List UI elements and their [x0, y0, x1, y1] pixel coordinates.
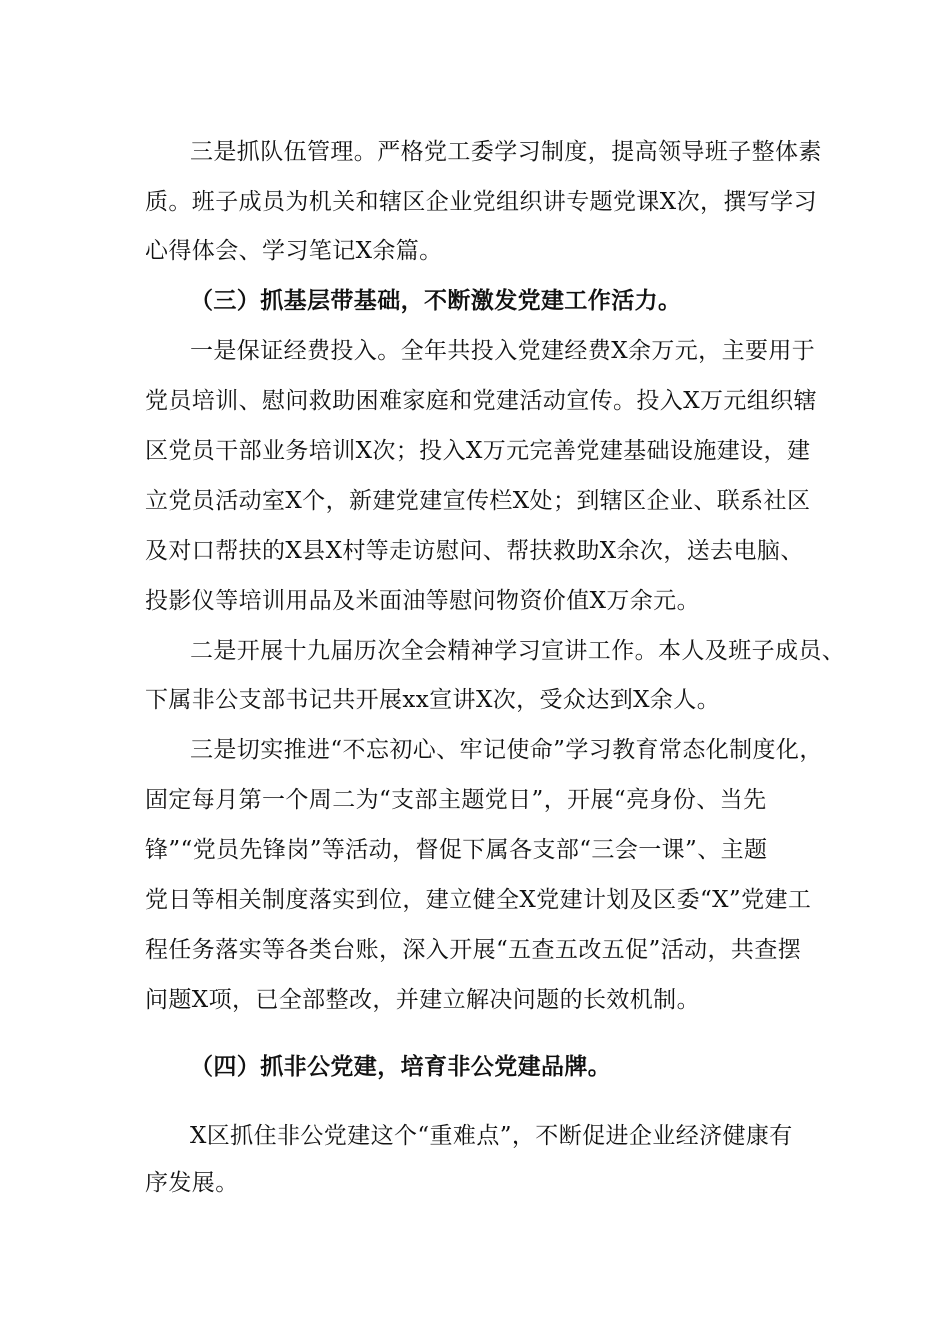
section-heading-4: （四）抓非公党建，培育非公党建品牌。	[190, 1053, 612, 1080]
para3-line2: 下属非公支部书记共开展xx宣讲X次，受众达到X余人。	[145, 687, 721, 713]
section-heading-3: （三）抓基层带基础，不断激发党建工作活力。	[190, 287, 682, 314]
para2-line3: 区党员干部业务培训X次；投入X万元完善党建基础设施建设，建	[145, 438, 811, 464]
para4-line5: 程任务落实等各类台账，深入开展“五查五改五促”活动，共查摆	[145, 937, 802, 963]
para3-line1: 二是开展十九届历次全会精神学习宣讲工作。本人及班子成员、	[190, 638, 846, 664]
para2-line1: 一是保证经费投入。全年共投入党建经费X余万元，主要用于	[190, 338, 816, 364]
para4-line6: 问题X项，已全部整改，并建立解决问题的长效机制。	[145, 987, 700, 1013]
para5-line2: 序发展。	[145, 1170, 239, 1196]
para1-line2: 质。班子成员为机关和辖区企业党组织讲专题党课X次，撰写学习	[145, 189, 817, 215]
para4-line3: 锋”“党员先锋岗”等活动，督促下属各支部“三会一课”、主题	[145, 837, 768, 863]
para5-line1: X区抓住非公党建这个“重难点”，不断促进企业经济健康有	[190, 1123, 793, 1149]
para2-line2: 党员培训、慰问救助困难家庭和党建活动宣传。投入X万元组织辖	[145, 388, 817, 414]
para2-line5: 及对口帮扶的X县X村等走访慰问、帮扶救助X余次，送去电脑、	[145, 538, 804, 564]
para4-line1: 三是切实推进“不忘初心、牢记使命”学习教育常态化制度化，	[190, 737, 823, 763]
para4-line2: 固定每月第一个周二为“支部主题党日”，开展“亮身份、当先	[145, 787, 767, 813]
para2-line4: 立党员活动室X个，新建党建宣传栏X处；到辖区企业、联系社区	[145, 488, 811, 514]
para1-line3: 心得体会、学习笔记X余篇。	[145, 238, 443, 264]
para1-line1: 三是抓队伍管理。严格党工委学习制度，提高领导班子整体素	[190, 139, 822, 165]
para4-line4: 党日等相关制度落实到位，建立健全X党建计划及区委“X”党建工	[145, 887, 812, 913]
para2-line6: 投影仪等培训用品及米面油等慰问物资价值X万余元。	[145, 588, 700, 614]
